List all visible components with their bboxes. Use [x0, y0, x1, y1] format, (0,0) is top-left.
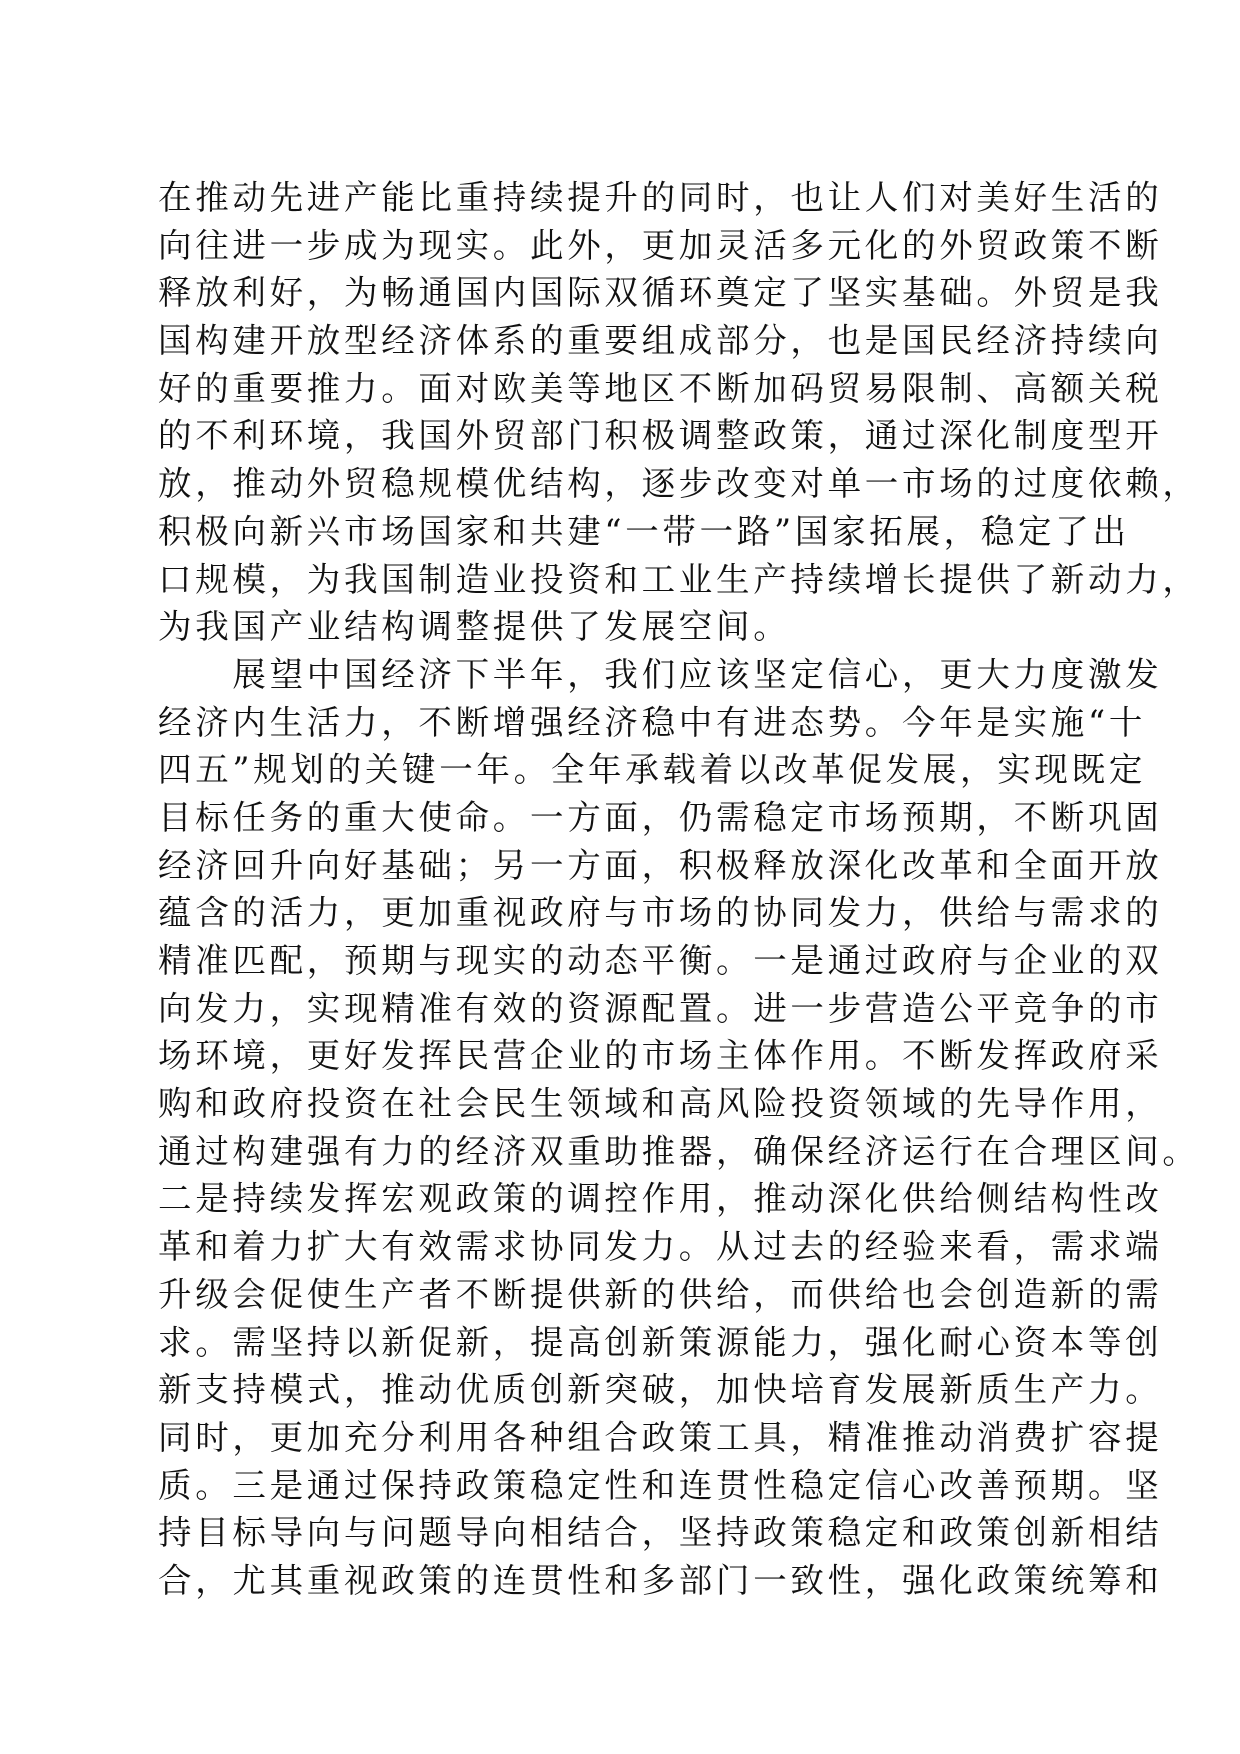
text-line: 通过构建强有力的经济双重助推器，确保经济运行在合理区间。	[158, 1131, 1200, 1171]
text-line: 目标任务的重大使命。一方面，仍需稳定市场预期，不断巩固	[158, 797, 1163, 837]
text-line: 四五”规划的关键一年。全年承载着以改革促发展，实现既定	[158, 750, 1147, 790]
text-line: 口规模，为我国制造业投资和工业生产持续增长提供了新动力，	[158, 559, 1200, 599]
text-line: 持目标导向与问题导向相结合，坚持政策稳定和政策创新相结	[158, 1513, 1163, 1553]
text-line: 在推动先进产能比重持续提升的同时，也让人们对美好生活的	[158, 178, 1163, 217]
text-line: 二是持续发挥宏观政策的调控作用，推动深化供给侧结构性改	[158, 1179, 1163, 1219]
paragraph-start-line: 展望中国经济下半年，我们应该坚定信心，更大力度激发	[158, 654, 1163, 694]
text-line: 放，推动外贸稳规模优结构，逐步改变对单一市场的过度依赖，	[158, 464, 1200, 504]
text-line: 国构建开放型经济体系的重要组成部分，也是国民经济持续向	[158, 321, 1163, 361]
text-line: 经济内生活力，不断增强经济稳中有进态势。今年是实施“十	[158, 702, 1147, 742]
body-text	[158, 174, 1200, 1605]
text-line: 向发力，实现精准有效的资源配置。进一步营造公平竞争的市	[158, 988, 1163, 1028]
text-line: 求。需坚持以新促新，提高创新策源能力，强化耐心资本等创	[158, 1322, 1163, 1362]
text-line: 的不利环境，我国外贸部门积极调整政策，通过深化制度型开	[158, 416, 1163, 456]
text-line: 合，尤其重视政策的连贯性和多部门一致性，强化政策统筹和	[158, 1560, 1163, 1600]
text-line: 质。三是通过保持政策稳定性和连贯性稳定信心改善预期。坚	[158, 1465, 1163, 1505]
text-line: 释放利好，为畅通国内国际双循环奠定了坚实基础。外贸是我	[158, 273, 1163, 313]
text-line: 精准匹配，预期与现实的动态平衡。一是通过政府与企业的双	[158, 941, 1163, 980]
text-line: 蕴含的活力，更加重视政府与市场的协同发力，供给与需求的	[158, 893, 1163, 933]
text-line: 向往进一步成为现实。此外，更加灵活多元化的外贸政策不断	[158, 225, 1163, 265]
text-line: 升级会促使生产者不断提供新的供给，而供给也会创造新的需	[158, 1274, 1163, 1314]
text-line: 场环境，更好发挥民营企业的市场主体作用。不断发挥政府采	[158, 1036, 1163, 1076]
text-line: 新支持模式，推动优质创新突破，加快培育发展新质生产力。	[158, 1370, 1163, 1410]
text-line: 同时，更加充分利用各种组合政策工具，精准推动消费扩容提	[158, 1417, 1163, 1457]
text-line: 购和政府投资在社会民生领域和高风险投资领域的先导作用，	[158, 1084, 1163, 1124]
text-line: 经济回升向好基础；另一方面，积极释放深化改革和全面开放	[158, 845, 1163, 885]
text-line: 为我国产业结构调整提供了发展空间。	[158, 607, 791, 647]
text-line: 革和着力扩大有效需求协同发力。从过去的经验来看，需求端	[158, 1227, 1163, 1267]
text-line: 积极向新兴市场国家和共建“一带一路”国家拓展，稳定了出	[158, 511, 1130, 551]
text-line: 好的重要推力。面对欧美等地区不断加码贸易限制、高额关税	[158, 368, 1163, 408]
